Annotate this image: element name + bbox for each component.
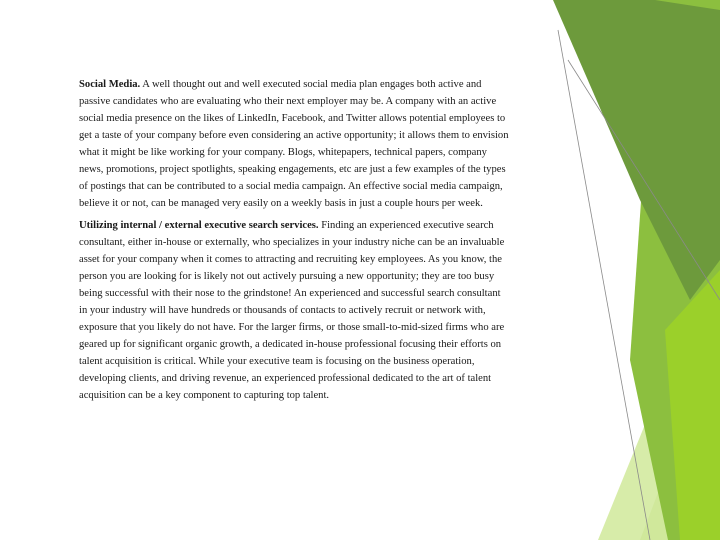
body-text-block	[79, 76, 511, 409]
paragraph-body: A well thought out and well executed social media plan engages both active and passive candidates who are evaluating who their next employer may be. A company with an active social media presence on the likes of LinkedIn, Facebook, and Twitter allows potential employees to get a taste of your company before even considering an active opportunity; it allows them to envision what it might be like working for your company. Blogs, whitepapers, technical papers, company news, promotions, project spotlights, speaking engagements, etc are just a few examples of the types of postings that can be contributed to a social media campaign. An effective social media campaign, believe it or not, can be managed very easily on a weekly basis in just a couple hours per week.	[79, 79, 509, 209]
paragraph-social-media	[79, 76, 511, 212]
paragraph-executive-search	[79, 217, 511, 404]
paragraph-lead: Social Media.	[79, 79, 141, 90]
paragraph-lead: Utilizing internal / external executive search services.	[79, 220, 319, 231]
dark-green-facet	[553, 0, 720, 300]
paragraph-body: Finding an experienced executive search consultant, either in-house or externally, who specializes in your industry niche can be an invaluable asset for your company when it comes to attracting and recruiting key employees. As you know, the person you are looking for is likely not out actively pursuing a new opportunity; they are too busy being successful with their nose to the grindstone! An experienced and successful search consultant in your industry will have hundreds or thousands of contacts to actively recruit or network with, exposure that you likely do not have. For the larger firms, or those small-to-mid-sized firms who are geared up for significant organic growth, a dedicated in-house professional focusing their efforts on talent acquisition is critical. While your executive team is focusing on the business operation, developing clients, and driving revenue, an experienced professional dedicated to the art of talent acquisition can be a key component to capturing top talent.	[79, 220, 505, 401]
